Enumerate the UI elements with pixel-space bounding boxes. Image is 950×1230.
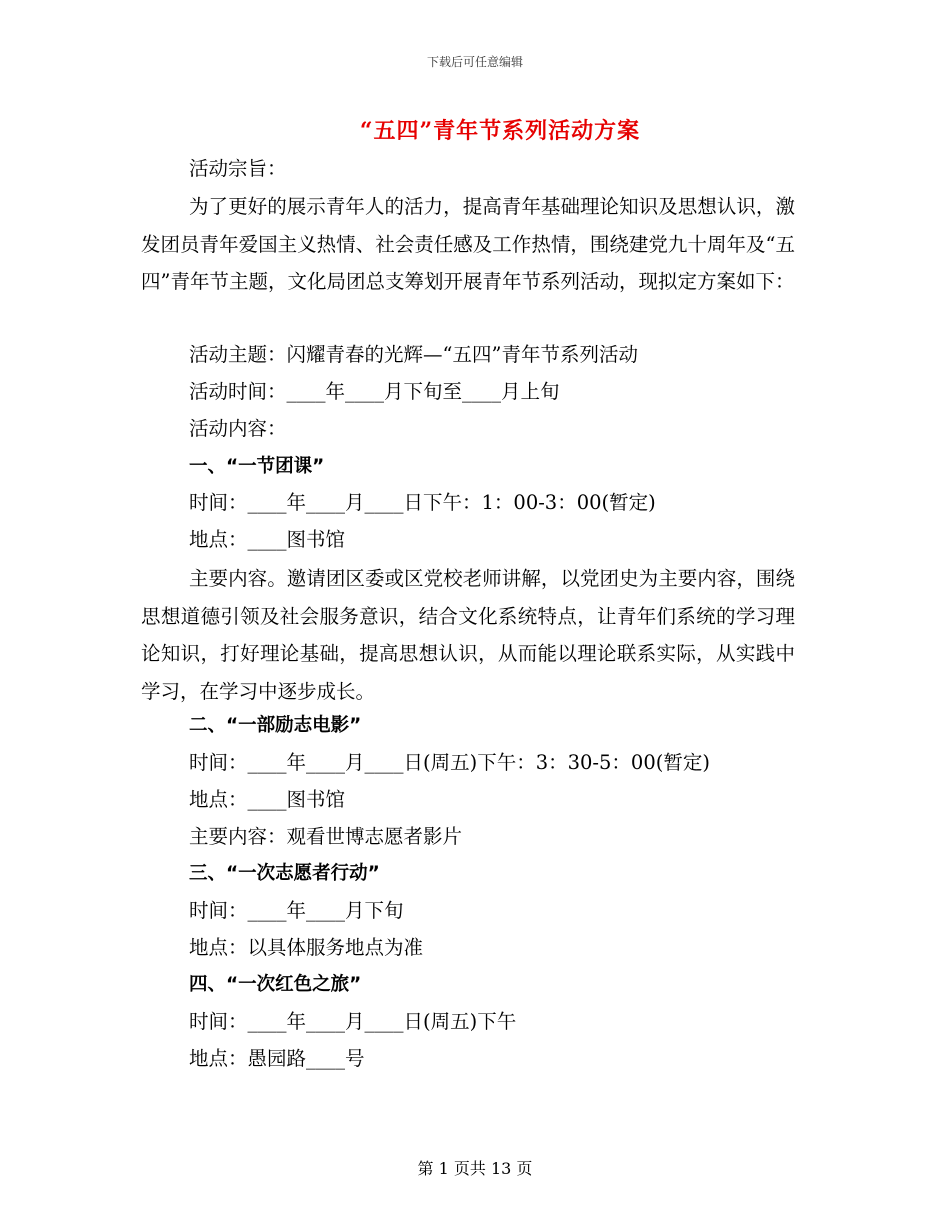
section3-place: 地点：以具体服务地点为准 (189, 936, 424, 959)
page-footer: 第 1 页共 13 页 (417, 1159, 533, 1178)
section1-content: 主要内容。邀请团区委或区党校老师讲解，以党团史为主要内容，围绕思想道德引领及社会服务意识，结合文化系统特点，让青年们系统的学习理论知识，打好理论基础，提高思想认识，从而能以理论联系实际，从实践中学习，在学习中逐步成长。 (141, 567, 795, 703)
purpose-paragraph: 为了更好的展示青年人的活力，提高青年基础理论知识及思想认识，激发团员青年爱国主义热情、社会责任感及工作热情，围绕建党九十周年及“五四”青年节主题，文化局团总支筹划开展青年节系列活动，现拟定方案如下： (141, 195, 795, 293)
document-title: “五四”青年节系列活动方案 (359, 118, 641, 144)
section1-place: 地点：____图书馆 (189, 528, 346, 551)
section1-time: 时间：____年____月____日下午：1：00-3：00(暂定) (189, 491, 656, 514)
purpose-label: 活动宗旨： (189, 157, 287, 180)
section4-heading: 四、“一次红色之旅” (189, 974, 362, 995)
section2-heading: 二、“一部励志电影” (189, 715, 362, 736)
section4-time: 时间：____年____月____日(周五)下午 (189, 1010, 517, 1033)
section2-content: 主要内容：观看世博志愿者影片 (189, 825, 463, 848)
section2-place: 地点：____图书馆 (189, 788, 346, 811)
section1-heading: 一、“一节团课” (189, 456, 325, 477)
theme-line: 活动主题：闪耀青春的光辉—“五四”青年节系列活动 (189, 343, 638, 366)
activity-time-line: 活动时间：____年____月下旬至____月上旬 (189, 380, 560, 403)
page-header-note: 下载后可任意编辑 (426, 55, 523, 69)
section2-time: 时间：____年____月____日(周五)下午：3：30-5：00(暂定) (189, 751, 710, 774)
section3-time: 时间：____年____月下旬 (189, 899, 404, 922)
section4-place: 地点：愚园路____号 (189, 1047, 365, 1070)
section3-heading: 三、“一次志愿者行动” (189, 863, 380, 884)
content-label: 活动内容： (189, 417, 287, 440)
